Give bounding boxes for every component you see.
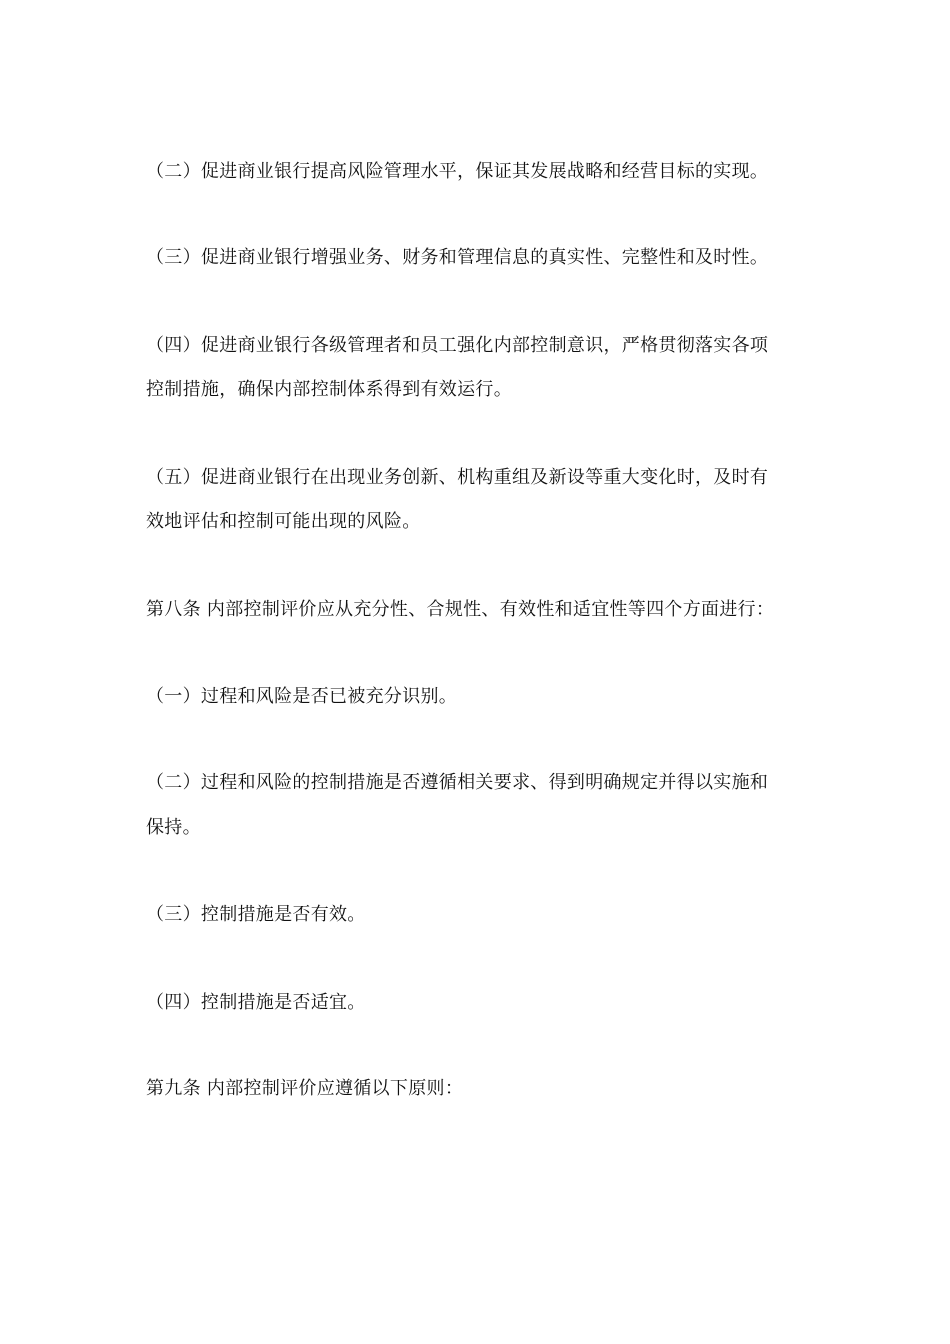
paragraph-line: （二）促进商业银行提高风险管理水平，保证其发展战略和经营目标的实现。 (146, 161, 769, 182)
paragraph-line: 效地评估和控制可能出现的风险。 (146, 511, 421, 532)
article-heading: 第九条 内部控制评价应遵循以下原则： (146, 1078, 464, 1099)
paragraph-line: （四）控制措施是否适宜。 (146, 992, 366, 1013)
paragraph-line: （二）过程和风险的控制措施是否遵循相关要求、得到明确规定并得以实施和 (146, 772, 769, 793)
article-heading: 第八条 内部控制评价应从充分性、合规性、有效性和适宜性等四个方面进行： (146, 599, 775, 620)
paragraph-line: （一）过程和风险是否已被充分识别。 (146, 686, 458, 707)
paragraph-line: （五）促进商业银行在出现业务创新、机构重组及新设等重大变化时，及时有 (146, 467, 769, 488)
paragraph-line: 控制措施，确保内部控制体系得到有效运行。 (146, 379, 512, 400)
paragraph-line: （三）控制措施是否有效。 (146, 904, 366, 925)
paragraph-line: 保持。 (146, 817, 201, 838)
paragraph-line: （三）促进商业银行增强业务、财务和管理信息的真实性、完整性和及时性。 (146, 247, 769, 268)
paragraph-line: （四）促进商业银行各级管理者和员工强化内部控制意识，严格贯彻落实各项 (146, 335, 769, 356)
